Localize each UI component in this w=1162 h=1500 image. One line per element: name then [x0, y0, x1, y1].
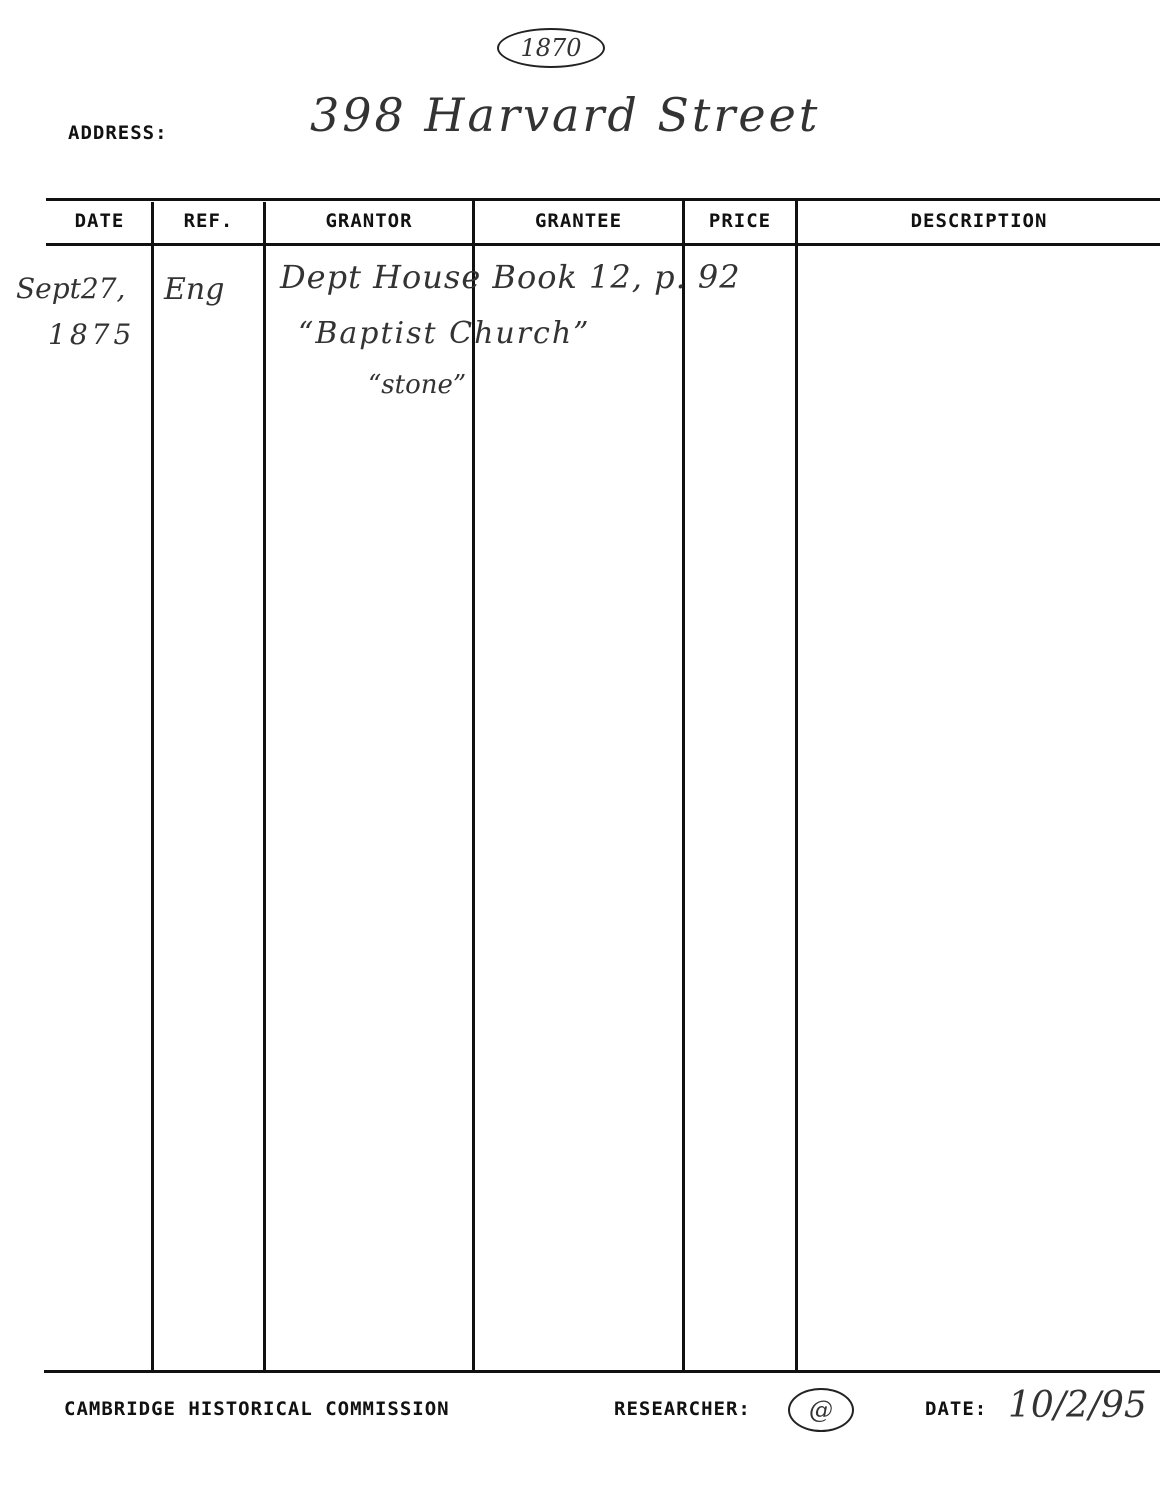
entry-ref: Eng — [164, 272, 225, 307]
column-header-description: DESCRIPTION — [910, 210, 1048, 232]
header-bottom-rule — [46, 243, 1160, 246]
column-divider — [263, 202, 266, 1372]
column-divider — [682, 198, 685, 1372]
entry-line2: “Baptist Church” — [298, 316, 591, 351]
column-divider — [795, 198, 798, 1372]
column-header-grantor: GRANTOR — [325, 210, 413, 232]
footer-org: CAMBRIDGE HISTORICAL COMMISSION — [64, 1398, 450, 1420]
researcher-initials — [788, 1388, 854, 1432]
column-divider — [472, 198, 475, 1372]
table-top-rule — [46, 198, 1160, 201]
footer-date-label: DATE: — [925, 1398, 988, 1420]
footer-date-value: 10/2/95 — [1008, 1385, 1147, 1426]
column-header-date: DATE — [74, 210, 125, 232]
researcher-label: RESEARCHER: — [614, 1398, 751, 1420]
year-stamp-text: 1870 — [520, 34, 582, 62]
column-header-grantee: GRANTEE — [534, 210, 623, 232]
column-header-ref: REF. — [183, 210, 234, 232]
column-divider — [151, 202, 154, 1370]
address-label: ADDRESS: — [68, 122, 168, 144]
table-bottom-rule — [44, 1370, 1160, 1373]
column-header-price: PRICE — [708, 210, 772, 232]
year-stamp — [497, 28, 605, 68]
entry-date-line1: Sept27, — [16, 272, 126, 305]
address-value: 398 Harvard Street — [310, 88, 821, 142]
researcher-initials-text: @ — [809, 1396, 833, 1424]
entry-date-line2: 1875 — [48, 318, 136, 351]
entry-line1: Dept House Book 12, p. 92 — [280, 258, 741, 296]
entry-line3: “stone” — [368, 370, 467, 400]
